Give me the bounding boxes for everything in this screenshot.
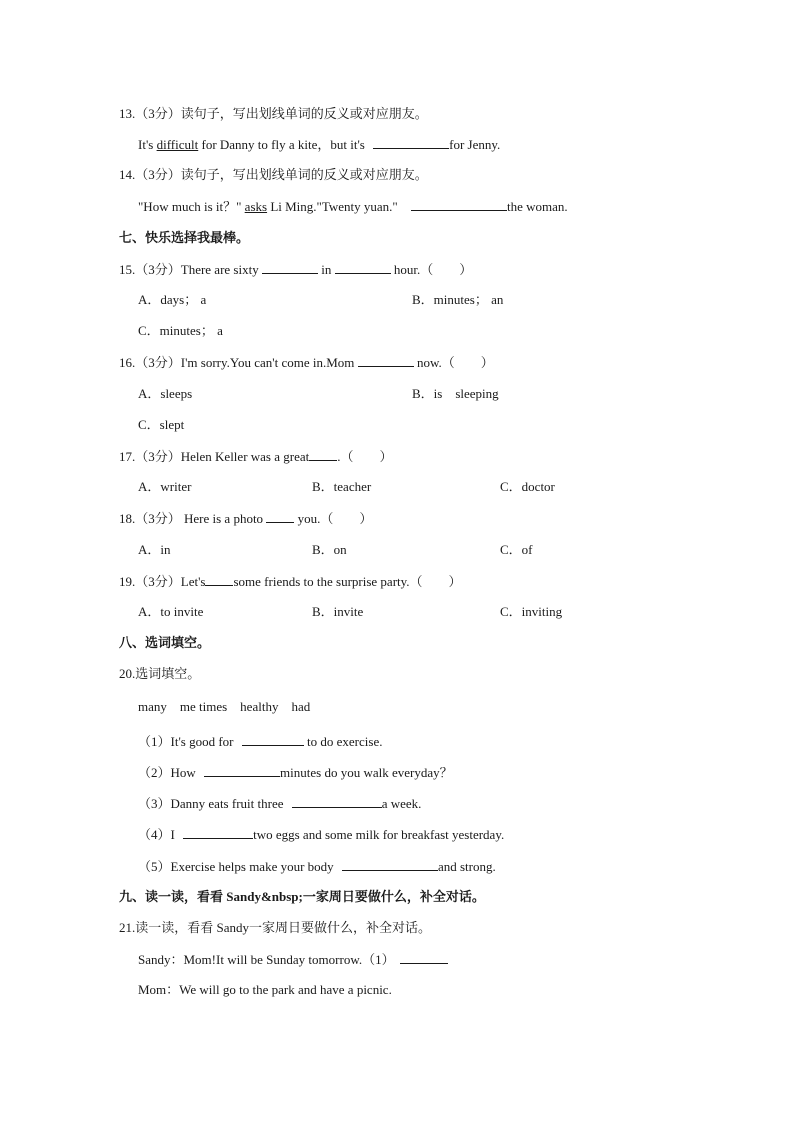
q19-stem-a: 19.（3分）Let's xyxy=(119,574,206,589)
q13-text-post: for Jenny. xyxy=(449,137,501,152)
q19-blank[interactable] xyxy=(205,573,233,586)
section-9-title: 九、读一读，看看 Sandy&nbsp;一家周日要做什么，补全对话。 xyxy=(119,889,485,904)
q16-stem-a: 16.（3分）I'm sorry.You can't come in.Mom xyxy=(119,355,355,370)
question-21-header: 21.读一读，看看 Sandy一家周日要做什么，补全对话。 xyxy=(119,920,432,935)
q17-stem-b: .（ ） xyxy=(337,449,393,464)
q16-blank[interactable] xyxy=(358,354,414,367)
q20-word-bank: many me times healthy had xyxy=(138,699,311,714)
q14-answer-blank[interactable] xyxy=(411,198,507,211)
q17-option-a[interactable]: A．writer xyxy=(138,479,192,494)
q18-option-c[interactable]: C．of xyxy=(500,542,533,557)
q21-dialogue-line-2: Mom：We will go to the park and have a picnic. xyxy=(138,982,392,997)
q15-blank-2[interactable] xyxy=(335,261,391,274)
q18-option-b[interactable]: B．on xyxy=(312,542,347,557)
q18-stem-b: you.（ ） xyxy=(297,511,373,526)
q17-stem-a: 17.（3分）Helen Keller was a great xyxy=(119,449,310,464)
q15-stem-a: 15.（3分）There are sixty xyxy=(119,262,259,277)
q21-line-1-text: Sandy：Mom!It will be Sunday tomorrow.（1） xyxy=(138,952,395,967)
q20-item-1 xyxy=(138,733,382,750)
section-8-title: 八、选词填空。 xyxy=(119,635,211,650)
question-16-stem xyxy=(119,354,494,371)
q14-text-post: the woman. xyxy=(506,199,568,214)
q20-item-2-blank[interactable] xyxy=(204,764,280,777)
q21-blank-1[interactable] xyxy=(400,951,448,964)
q20-item-4-blank[interactable] xyxy=(183,826,253,839)
question-20-header: 20.选词填空。 xyxy=(119,666,201,681)
q20-item-5-blank[interactable] xyxy=(342,858,438,871)
q20-item-2 xyxy=(138,764,453,781)
q13-answer-blank[interactable] xyxy=(373,136,449,149)
q15-stem-b: in xyxy=(321,262,332,277)
question-14-sentence xyxy=(138,198,568,215)
q20-item-1-text-b: to do exercise. xyxy=(307,734,383,749)
q20-item-4-text-a: （4）I xyxy=(138,827,175,842)
q15-option-b[interactable]: B．minutes； an xyxy=(412,292,504,307)
question-13-header: 13.（3分）读句子，写出划线单词的反义或对应朋友。 xyxy=(119,106,428,121)
q14-text-pre: "How much is it？" xyxy=(138,199,242,214)
q19-option-a[interactable]: A．to invite xyxy=(138,604,204,619)
q16-option-b[interactable]: B．is sleeping xyxy=(412,386,499,401)
q20-item-5 xyxy=(138,858,496,875)
section-7-title: 七、快乐选择我最棒。 xyxy=(119,230,250,245)
q15-option-a[interactable]: A．days； a xyxy=(138,292,207,307)
q14-underlined-word: asks xyxy=(244,199,268,214)
q20-item-5-text-a: （5）Exercise helps make your body xyxy=(138,859,334,874)
q19-option-b[interactable]: B．invite xyxy=(312,604,364,619)
q13-text-pre: It's xyxy=(138,137,154,152)
question-15-stem xyxy=(119,261,472,278)
q20-item-3-blank[interactable] xyxy=(292,795,382,808)
q20-item-1-text-a: （1）It's good for xyxy=(138,734,234,749)
question-14-header: 14.（3分）读句子，写出划线单词的反义或对应朋友。 xyxy=(119,167,428,182)
q20-item-4-text-b: two eggs and some milk for breakfast yesterday. xyxy=(253,827,505,842)
q15-blank-1[interactable] xyxy=(262,261,318,274)
q20-item-3-text-a: （3）Danny eats fruit three xyxy=(138,796,284,811)
q17-option-b[interactable]: B．teacher xyxy=(312,479,372,494)
q14-text-mid: Li Ming."Twenty yuan." xyxy=(270,199,398,214)
q19-stem-b: some friends to the surprise party.（ ） xyxy=(233,574,462,589)
q15-option-c[interactable]: C．minutes； a xyxy=(138,323,223,338)
q20-item-2-text-a: （2）How xyxy=(138,765,196,780)
q16-option-c[interactable]: C．slept xyxy=(138,417,185,432)
q20-item-3 xyxy=(138,795,421,812)
q15-stem-c: hour.（ ） xyxy=(393,262,473,277)
q20-item-5-text-b: and strong. xyxy=(437,859,496,874)
q18-stem-a: 18.（3分） Here is a photo xyxy=(119,511,264,526)
q17-option-c[interactable]: C．doctor xyxy=(500,479,555,494)
question-17-stem xyxy=(119,448,393,465)
question-19-stem xyxy=(119,573,462,590)
question-18-stem xyxy=(119,510,372,527)
q20-item-3-text-b: a week. xyxy=(381,796,422,811)
q13-text-mid: for Danny to fly a kite，but it's xyxy=(201,137,365,152)
q16-option-a[interactable]: A．sleeps xyxy=(138,386,193,401)
q20-item-1-blank[interactable] xyxy=(242,733,304,746)
q20-item-4 xyxy=(138,826,504,843)
q16-stem-b: now.（ ） xyxy=(416,355,494,370)
q18-option-a[interactable]: A．in xyxy=(138,542,171,557)
q18-blank[interactable] xyxy=(266,510,294,523)
q19-option-c[interactable]: C．inviting xyxy=(500,604,563,619)
q17-blank[interactable] xyxy=(309,448,337,461)
q21-dialogue-line-1 xyxy=(138,951,448,968)
q13-underlined-word: difficult xyxy=(156,137,199,152)
question-13-sentence xyxy=(138,136,500,153)
q20-item-2-text-b: minutes do you walk everyday？ xyxy=(280,765,453,780)
